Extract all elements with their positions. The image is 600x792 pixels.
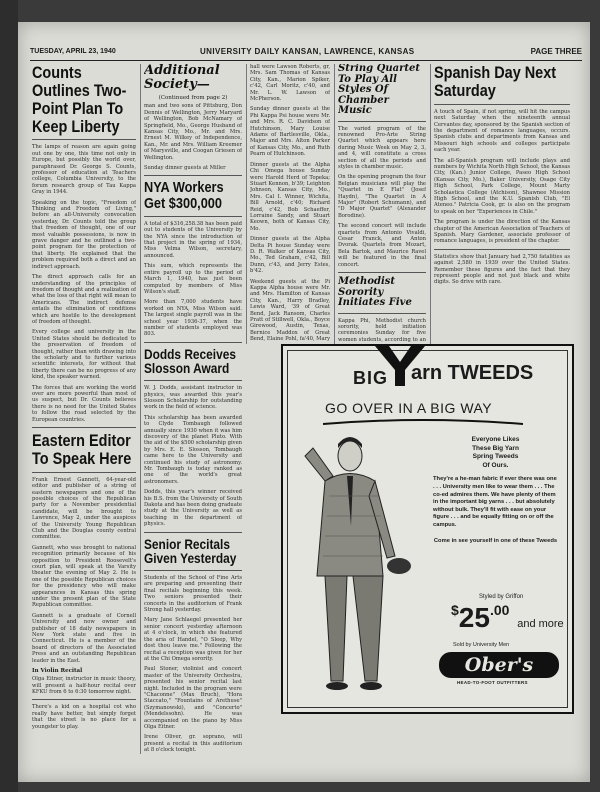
column-3 xyxy=(250,64,330,342)
masthead xyxy=(30,46,582,60)
divider xyxy=(144,570,242,571)
page-number: PAGE THREE xyxy=(530,47,582,56)
article-text: On the opening program the four Belgian musicians will play the "Quartet in E Flat" (Josef Haydn), "The Quartet in A Major" (Robert Schumann), and "D Major Quartet" (Alexander Borodine). xyxy=(338,174,426,219)
masthead-rule xyxy=(30,60,582,61)
tweed-advertisement xyxy=(281,344,574,714)
headline-dodds: Dodds Receives Slosson Award xyxy=(144,345,236,377)
divider xyxy=(338,272,426,273)
article-text: The second concert will include quartets from Antonio Vivaldi, Cesar Franck, and Anton Dvorak. Quartets from Mozart, Bela Bartok, and Maurice Ravel will be featured in the final concert. xyxy=(338,223,426,268)
article-text: Weekend guests at the Pi Kappa Alpha house were Mr. and Mrs. Hamilton of Kansas City, Kan., Harry Bradley, Lewis Ward, '39 of Great Bend, Jack Ransom, Charles Pratt of Stillwell, Okla., Boyce Girewood, Austin, Texas, Bernice Maddox of Great Bend, Elaine Pohl, fa'40, Mary xyxy=(250,278,330,342)
article-text: Sunday dinner guests at Miller xyxy=(144,164,226,171)
column-divider xyxy=(334,64,335,344)
article-text: Statistics show that January had 2,750 fatalities as against 2,580 in 1939 over the United States. Remember these figures and the fact that they represent people and not just black and white digits. So drive with care. xyxy=(434,253,570,286)
divider xyxy=(32,139,136,140)
paper-name: UNIVERSITY DAILY KANSAN, LAWRENCE, KANSAS xyxy=(200,47,415,56)
column-2 xyxy=(144,64,242,764)
scan-border xyxy=(0,0,18,792)
ad-sold-by: Sold by University Men xyxy=(453,642,510,648)
article-text: Kappa Phi, Methodist church sorority, held initiation ceremonies Sunday for five women students, according to an xyxy=(338,317,426,342)
article-text: The forces that are working the world over are more powerful than most of us suspect, but Dr. Counts believes there is no need for the United States to follow the road selected by the European countries. xyxy=(32,384,136,423)
article-text: Speaking on the topic, "Freedom of Thinking and Freedom of Living," before an all-University convocation yesterday, Dr. Counts told the group that freedom of thought, one of our most valuable possessions, is now in grave danger and he outlined a two-point program for the protection of that liberty. He explained that the problem required both a direct and an indirect approach. xyxy=(32,199,136,270)
article-text: The program is under the direction of the Kansas chapter of the American Association of Teachers of Spanish. Mary Gardener, associate professor of romance languages, is president of the chapter. xyxy=(434,219,570,245)
man-in-tweed-suit-illustration xyxy=(295,426,425,696)
ad-tagline: GO OVER IN A BIG WAY xyxy=(325,400,493,416)
article-text: A touch of Spain, if not spring, will hit the campus next Saturday when the nineteenth annual Cervantes day, sponsored by the Spanish section of the department of romance languages, occurs. Spanish clubs and departments from Kansas and Missouri high schools and colleges participate each year. xyxy=(434,108,570,154)
price-value: 25 xyxy=(458,602,490,633)
divider xyxy=(338,121,426,122)
divider xyxy=(32,472,136,473)
article-text: The direct approach calls for an understanding of the principles of freedom of thought and a realization of what the loss of that right will mean to Americans. The indirect defense entails the elimination of conditions which are hostile to the development of freedom of thought. xyxy=(32,274,136,325)
article-text: Irene Oliver, gr. soprano, will present a recital in this auditorium at 8 o'clock tonight. xyxy=(144,734,242,754)
article-text: Gannett, who was brought to national recognition primarily because of his opposition to President Roosevelt's court plan, will speak at the Varsity theater the evening of May 2. He is one of the possible Republican choices for the presidency who will make appearances in Kansas this spring under the present plan of the State Republican committee. xyxy=(32,544,136,609)
obers-logo: Ober's xyxy=(439,652,559,678)
headline-senior-recitals: Senior Recitals Given Yesterday xyxy=(144,535,237,567)
article-text: The lamps of reason are again going out one by one, this time not only in Europe, but possibly the world over, paraphrased Dr. George S. Counts, professor of education at Teachers college, Columbia University, to the forum research group of Tau Kappa Gray in 1944. xyxy=(32,144,136,196)
divider xyxy=(144,216,242,217)
ad-line: Spring Tweeds xyxy=(472,453,519,461)
ad-invite: Come in see yourself in one of these Tweeds xyxy=(433,537,558,544)
article-text: This sum, which represents the entire payroll up to the period of March 1, 1940, has just been computed by members of Miss Wilson's staff. xyxy=(144,263,242,295)
price-cents: .00 xyxy=(489,602,510,618)
divider xyxy=(144,175,242,176)
article-text: Olga Eitner, instructor in music theory, will present a half-hour recital over KFKU from 6 to 6:30 tomorrow night. xyxy=(32,676,136,695)
issue-date: TUESDAY, APRIL 23, 1940 xyxy=(30,48,116,55)
ad-line: Of Ours. xyxy=(482,461,509,469)
price-more: and more xyxy=(517,618,564,630)
article-text: Mary Jane Schlaegel presented her senior concert yesterday afternoon at 4 o'clock, in which she featured the aria of Handel, "O Sleep, Why dost thou leave me." Following the recital a reception was given for her at the Chi Omega sorority. xyxy=(144,617,242,662)
continued-note: (Continued from page 2) xyxy=(158,95,228,102)
divider xyxy=(338,313,426,314)
article-text: Frank Ernest Gannett, 64-year-old editor and publisher of a string of eastern newspapers and one of the possible choices of the Republican party for a November presidential candidate, will be brought to Lawrence, May 2, under the auspices of the University Young Republican Club and the Douglas county central committee. xyxy=(32,476,136,541)
column-divider xyxy=(430,64,431,344)
divider xyxy=(144,532,242,533)
column-5 xyxy=(434,64,570,342)
article-text: Dinner guests at the Alpha Chi Omega house Sunday were Harold Herd of Topeka; Stuart Kennon, b'39; Leighton Johnson, Kansas City, Mo., Mrs. Cal I. Winner, Wichita, Bill Arnold, c'40; Richard Reid, c'42, Bob Schaeffer, Lorraine Sandy, and Stuart Keown, both of Kansas City, Mo. xyxy=(250,161,330,232)
ad-line: These Big Yarn xyxy=(472,444,519,452)
article-text: Dodds, this year's winner received his B.S. from the University of South Dakota and has been doing graduate study at the University as well as teaching in the department of physics. xyxy=(144,489,242,528)
article-text: A total of $316,258.38 has been paid out to students of the University by the NYA since the introduction of that project in the spring of 1934, Miss Velma Wilson, secretary, announced. xyxy=(144,220,242,259)
article-text: There's a kid on a hospital cot who really have better, but simply forget that the street is no place for a youngster to play. xyxy=(32,704,136,730)
column-divider xyxy=(246,64,247,344)
ad-outfitters-tag: HEAD-TO-FOOT OUTFITTERS xyxy=(457,680,528,685)
headline-spanish-day: Spanish Day Next Saturday xyxy=(434,64,557,100)
ad-big-word: BIG xyxy=(353,368,389,388)
column-1 xyxy=(32,64,136,764)
divider xyxy=(32,427,136,428)
article-text: Paul Stoner, violinist and concert master of the University Orchestra, presented his senior recital last night. Included in the program were "Chaconne" (Max Bruch), "Hora Staccato," "Fountains of Arethuse" (Szymanowski), and "Concerto" (Mendelssohn). He was accompanied on the piano by Miss Olga Eitner. xyxy=(144,666,242,730)
divider xyxy=(144,342,242,343)
headline-string-quartet: String Quartet To Play All Styles Of Chamber Music xyxy=(338,64,420,116)
divider xyxy=(434,249,570,250)
dollar-sign-icon: $ xyxy=(451,602,459,618)
divider xyxy=(434,104,570,105)
ad-yarn-tweeds: arn TWEEDS xyxy=(411,362,534,384)
article-text: hall were Lawson Roberts, gr, Mrs. Sam Thomas of Kansas City, Kan., Marion Spiker, c'42, Carl Moritz, c'40, and Mr. L. W. Lawson of McPherson. xyxy=(250,64,330,103)
article-text: The varied program of the renowned Pro-Arte String Quartet which appears here during Music Week on May 2, 3, and 4, will constitute a cross section of all the periods and styles in chamber music. xyxy=(338,125,426,170)
article-text: Dinner guests at the Alpha Delta Pi house Sunday were D. R. Walker of Kansas City, Mo., Ted Graham, c'42, Bill Dunn, c'43, and Jerry Estes, b'42. xyxy=(250,236,330,275)
headline-methodist-sorority: Methodist Sorority Initiates Five xyxy=(338,276,412,309)
ad-line: Everyone Likes xyxy=(471,436,520,443)
subhead-violin: In Violin Recital xyxy=(32,668,83,675)
divider xyxy=(144,380,242,381)
swoosh-underline-icon xyxy=(323,418,523,426)
ad-styled-by: Styled by Griffon xyxy=(479,594,524,600)
divider xyxy=(32,699,136,700)
column-4 xyxy=(338,64,426,342)
column-divider xyxy=(140,64,141,754)
headline-nya: NYA Workers Get $300,000 xyxy=(144,179,224,213)
article-text: Students of the School of Fine Arts are preparing and presenting their final recitals beginning this week. Two seniors presented their concerts in the auditorium of Frank Strong hall yesterday. xyxy=(144,575,242,614)
article-text: More than 7,000 students have worked on NYA, Miss Wilson said. The largest single payroll was in the school year 1936-37, when the number of students employed was 803. xyxy=(144,299,242,338)
ad-paragraph: They're a he-man fabric if ever there was one . . . University men like to wear them . . . The co-ed admires them. We have plenty of them in the important big yarns . . . but absolutely without bulk. They'll fit with ease on your figure . . . and be equally fitting on or off the campus. xyxy=(433,476,557,528)
ad-copy xyxy=(433,436,558,545)
headline-society: Additional Society— xyxy=(144,64,220,92)
article-text: Gannett is a graduate of Cornell University and now owner and publisher of 18 daily newspapers in New York state and five in Connecticut. He is a member of the board of directors of the Associated Press and an outstanding Republican leader in the East. xyxy=(32,612,136,664)
headline-counts: Counts Outlines Two-Point Plan To Keep Liberty xyxy=(32,64,127,136)
article-text: W. J. Dodds, assistant instructor in physics, was awarded this year's Slosson Scholarship for outstanding work in the field of science. xyxy=(144,385,242,411)
article-text: This scholarship has been awarded to Clyde Tombaugh followed annually since 1930 when it was him discovery of the planet Pluto. With the aid of the $500 scholarship given by Mrs. E. E. Slosson, Tombaugh came here to the University and continued his study of astronomy. Mr. Tombaugh is today ranked as one of the world's great astronomers. xyxy=(144,414,242,485)
article-text: Sunday dinner guests at the Phi Kappa Psi house were Mr. and Mrs. R. C. Davidson of Hutchinson, Mary Louise Adams of Bartlesville, Okla., Major and Mrs. Alton Parker of Kansas City, Mo., and Ruth Pearn of Hutchinson. xyxy=(250,106,330,158)
article-text: man and two sons of Pittsburg, Don Dennis of Wellington, Jerry Maryard of Wellington, Bob McNamary of Springfield, Mo., George Husband of Kansas City, Mo., Mr. and Mrs. Ernest M. Wilkey of Independence, Kan., Mr. and Mrs. William Kreemer of Marysville, and Coogan Griesen of Wellington. xyxy=(144,103,242,161)
article-text: The all-Spanish program will include plays and numbers by Wichita North High School, the Kansas City, (Kan.) Junior College, Paseo High School (Kansas City, Mo.), Baker University, Osage City High School, Park College, Mount Marty Scholastica College (Atchison), Shawnee Mission High School, and the K.U. Spanish Club, "El Ateneo." Patricia Cook, gr. is also on the program to speak on her "Experiences in Chile." xyxy=(434,157,570,215)
headline-eastern-editor: Eastern Editor To Speak Here xyxy=(32,431,132,468)
article-text: Every college and university in the United States should be dedicated to the preservation of freedom of thought, rather than with drawing into the scholarly and to further various scientific interests, for without that liberty there can be no progress of any kind, the speaker warned. xyxy=(32,329,136,381)
ad-price xyxy=(451,602,564,634)
